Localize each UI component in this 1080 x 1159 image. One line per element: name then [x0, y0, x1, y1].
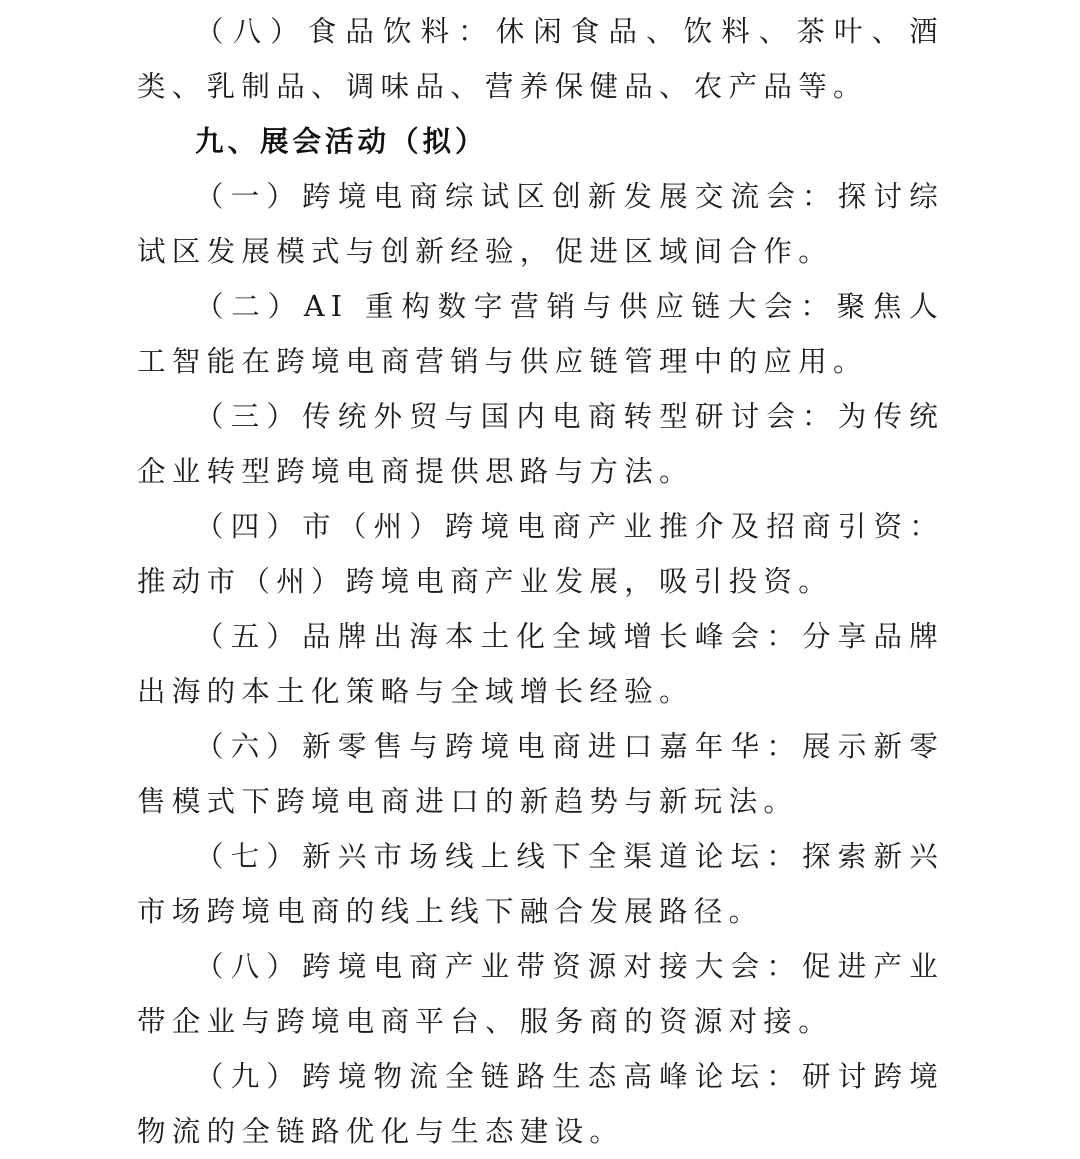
section-heading-exhibition-activities: 九、展会活动（拟）	[195, 125, 488, 158]
document-body	[0, 4, 1080, 1159]
activity-item-8: （八）跨境电商产业带资源对接大会：促进产业带企业与跨境电商平台、服务商的资源对接。	[137, 950, 944, 1038]
activity-item-7: （七）新兴市场线上线下全渠道论坛：探索新兴市场跨境电商的线上线下融合发展路径。	[137, 840, 944, 928]
activity-item-4: （四）市（州）跨境电商产业推介及招商引资：推动市（州）跨境电商产业发展，吸引投资。	[137, 510, 944, 598]
activity-item-9: （九）跨境物流全链路生态高峰论坛：研讨跨境物流的全链路优化与生态建设。	[137, 1060, 944, 1148]
paragraph-food-beverage: （八）食品饮料：休闲食品、饮料、茶叶、酒类、乳制品、调味品、营养保健品、农产品等。	[137, 15, 944, 103]
activity-item-6: （六）新零售与跨境电商进口嘉年华：展示新零售模式下跨境电商进口的新趋势与新玩法。	[137, 730, 944, 818]
activity-item-3: （三）传统外贸与国内电商转型研讨会：为传统企业转型跨境电商提供思路与方法。	[137, 400, 944, 488]
activity-item-5: （五）品牌出海本土化全域增长峰会：分享品牌出海的本土化策略与全域增长经验。	[137, 620, 944, 708]
activity-item-1: （一）跨境电商综试区创新发展交流会：探讨综试区发展模式与创新经验，促进区域间合作。	[137, 180, 944, 268]
activity-item-2: （二）AI 重构数字营销与供应链大会：聚焦人工智能在跨境电商营销与供应链管理中的应用。	[137, 290, 944, 378]
